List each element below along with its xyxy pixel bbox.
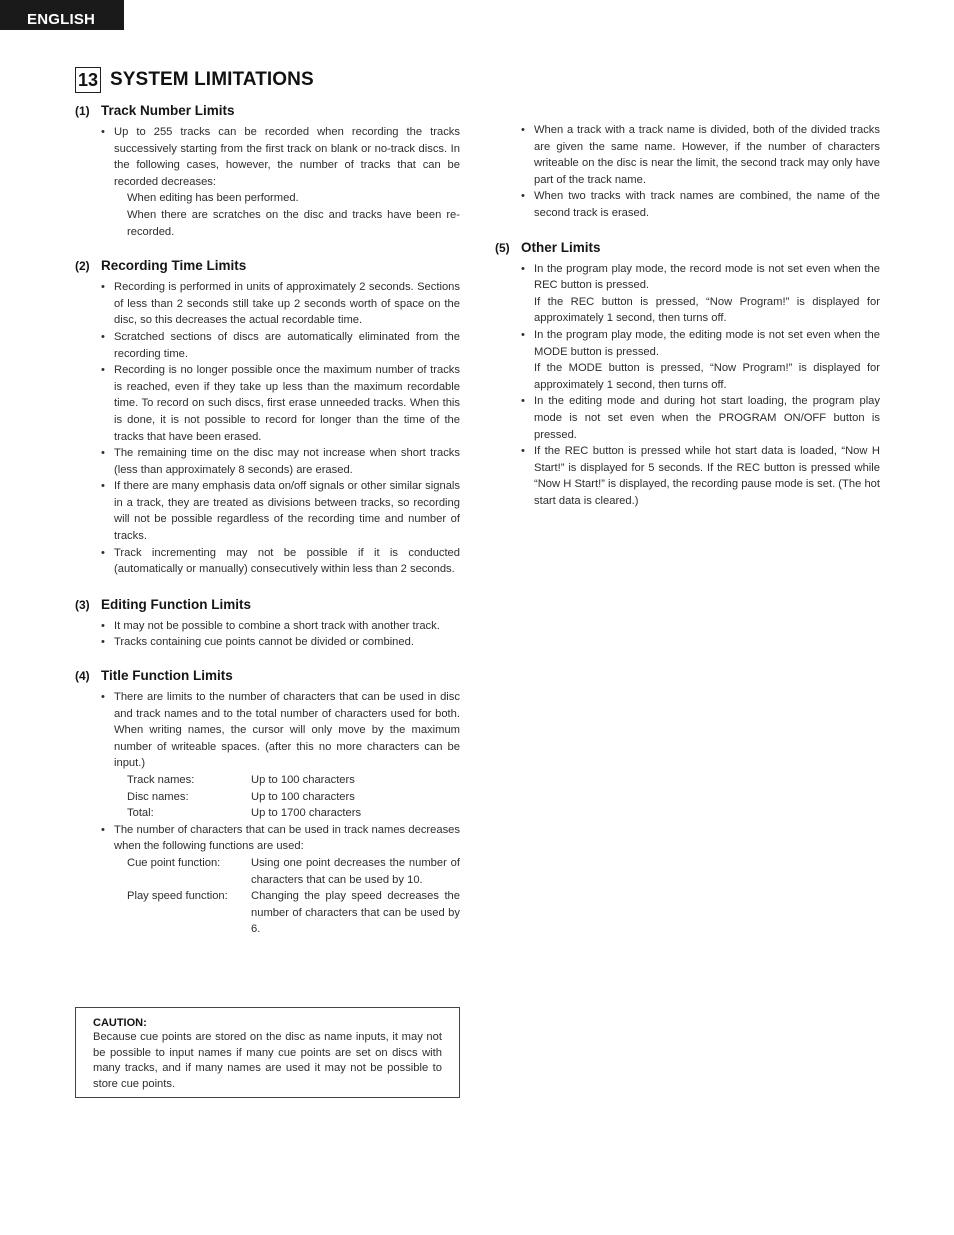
bullet-text: The number of characters that can be used in track names decreases when the following functions are used: [114, 823, 460, 853]
bullet-list [75, 279, 460, 578]
list-item [534, 327, 880, 393]
subsection-title: Other Limits [521, 239, 601, 255]
subsection-number: (3) [75, 597, 90, 612]
bullet-text: Up to 255 tracks can be recorded when recording the tracks successively starting from the first track on blank or no-track discs. In the following cases, however, the number of tracks that can be recorded decreases: [114, 126, 460, 188]
list-item [114, 689, 460, 822]
list-item: • If the REC button is pressed while hot start data is loaded, “Now H Start!” is displayed for 5 seconds. If the REC button is pressed while “Now H Start!” is displayed, the recording pause mode is set. (The hot start data is cleared.) [534, 443, 880, 509]
limit-value: Up to 100 characters [251, 790, 355, 803]
bullet-text: There are limits to the number of characters that can be used in disc and track names and to the total number of characters used for both. When writing names, the cursor will only move by the maximum number of writeable spaces. (after this no more characters can be input.) [114, 691, 460, 770]
limit-row [114, 805, 460, 822]
list-item: • Track incrementing may not be possible if it is conducted (automatically or manually) consecutively within less than 2 seconds. [114, 545, 460, 578]
indented-text: When editing has been performed. [127, 192, 299, 205]
list-item: • Recording is no longer possible once the maximum number of tracks is reached, even if they take up less than the maximum recordable time. To record on such discs, first erase unneeded tracks. When this is done, it is not possible to record for longer than the time of the tracks that have been erased. [114, 362, 460, 445]
subsection-number: (1) [75, 104, 90, 118]
list-item: • It may not be possible to combine a short track with another track. [114, 618, 460, 635]
limit-label: Track names: [127, 774, 195, 786]
subsection-title: Track Number Limits [101, 103, 235, 118]
list-item [114, 124, 460, 240]
subsection-track-number [75, 102, 460, 240]
list-item: • Tracks containing cue points cannot be divided or combined. [114, 634, 460, 651]
limit-label: Disc names: [127, 790, 189, 803]
limit-row [114, 789, 460, 806]
list-item: • Recording is performed in units of approximately 2 seconds. Sections of less than 2 seconds still take up 2 seconds worth of space on the disc, so this decreases the actual recordable time. [114, 279, 460, 329]
section-header [75, 67, 314, 93]
subsection-title: Title Function Limits [101, 668, 233, 684]
bullet-text: In the program play mode, the record mode is not set even when the REC button is pressed. [534, 262, 880, 292]
bullet-list [75, 689, 460, 938]
subsection-title-function [75, 667, 460, 938]
caution-body: Because cue points are stored on the disc as name inputs, it may not be possible to input names if many cue points are set on discs with many tracks, and if many names are used it may not be possible to store cue points. [93, 1031, 442, 1090]
subsection-editing-function [75, 596, 460, 651]
indented-text: If the MODE button is pressed, “Now Program!” is displayed for approximately 1 second, then turns off. [534, 362, 880, 391]
caution-box [75, 1007, 460, 1098]
function-value: Using one point decreases the number of characters that can be used by 10. [251, 856, 460, 886]
subsection-number: (2) [75, 259, 90, 274]
list-item [534, 261, 880, 327]
function-row [114, 855, 460, 888]
bullet-list [495, 261, 880, 510]
bullet-list [495, 122, 880, 222]
function-label: Cue point function: [127, 856, 221, 869]
caution-title: CAUTION: [93, 1017, 147, 1029]
function-label: Play speed function: [127, 890, 228, 903]
bullet-text: In the program play mode, the editing mode is not set even when the MODE button is pressed. [534, 328, 880, 358]
subsection-heading [75, 257, 460, 275]
subsection-title: Recording Time Limits [101, 258, 247, 274]
bullet-list [75, 618, 460, 651]
left-column [75, 102, 460, 938]
list-item: • When two tracks with track names are combined, the name of the second track is erased. [534, 188, 880, 221]
subsection-number: (5) [495, 240, 510, 255]
list-item: • In the editing mode and during hot start loading, the program play mode is not set even when the PROGRAM ON/OFF button is pressed. [534, 393, 880, 443]
bullet-list [75, 124, 460, 240]
list-item [114, 822, 460, 938]
subsection-title: Editing Function Limits [101, 596, 251, 612]
right-column [495, 122, 880, 509]
function-row [114, 888, 460, 938]
list-item: • Scratched sections of discs are automatically eliminated from the recording time. [114, 329, 460, 362]
limit-label: Total: [127, 807, 154, 820]
list-item: • If there are many emphasis data on/off signals or other similar signals in a track, they are treated as divisions between tracks, so recording will not be possible regardless of the recording time and number of tracks. [114, 478, 460, 544]
subsection-number: (4) [75, 669, 90, 684]
section-title: SYSTEM LIMITATIONS [110, 69, 314, 90]
subsection-heading [495, 239, 880, 257]
limit-value: Up to 100 characters [251, 774, 355, 786]
subsection-heading [75, 596, 460, 614]
indented-text: When there are scratches on the disc and tracks have been re-recorded. [127, 208, 460, 238]
subsection-heading [75, 667, 460, 685]
language-tab: ENGLISH [0, 0, 124, 30]
subsection-other-limits [495, 239, 880, 510]
limit-row [114, 772, 460, 789]
list-item: • The remaining time on the disc may not increase when short tracks (less than approximately 8 seconds) are erased. [114, 445, 460, 478]
section-number: 13 [75, 67, 101, 93]
list-item: • When a track with a track name is divided, both of the divided tracks are given the same name. However, if the number of characters writeable on the disc is near the limit, the second track may only have part of the track name. [534, 122, 880, 188]
limit-value: Up to 1700 characters [251, 807, 362, 820]
subsection-recording-time [75, 257, 460, 578]
indented-text: If the REC button is pressed, “Now Program!” is displayed for approximately 1 second, then turns off. [534, 295, 880, 325]
function-value: Changing the play speed decreases the number of characters that can be used by 6. [251, 890, 460, 936]
subsection-heading [75, 102, 460, 120]
